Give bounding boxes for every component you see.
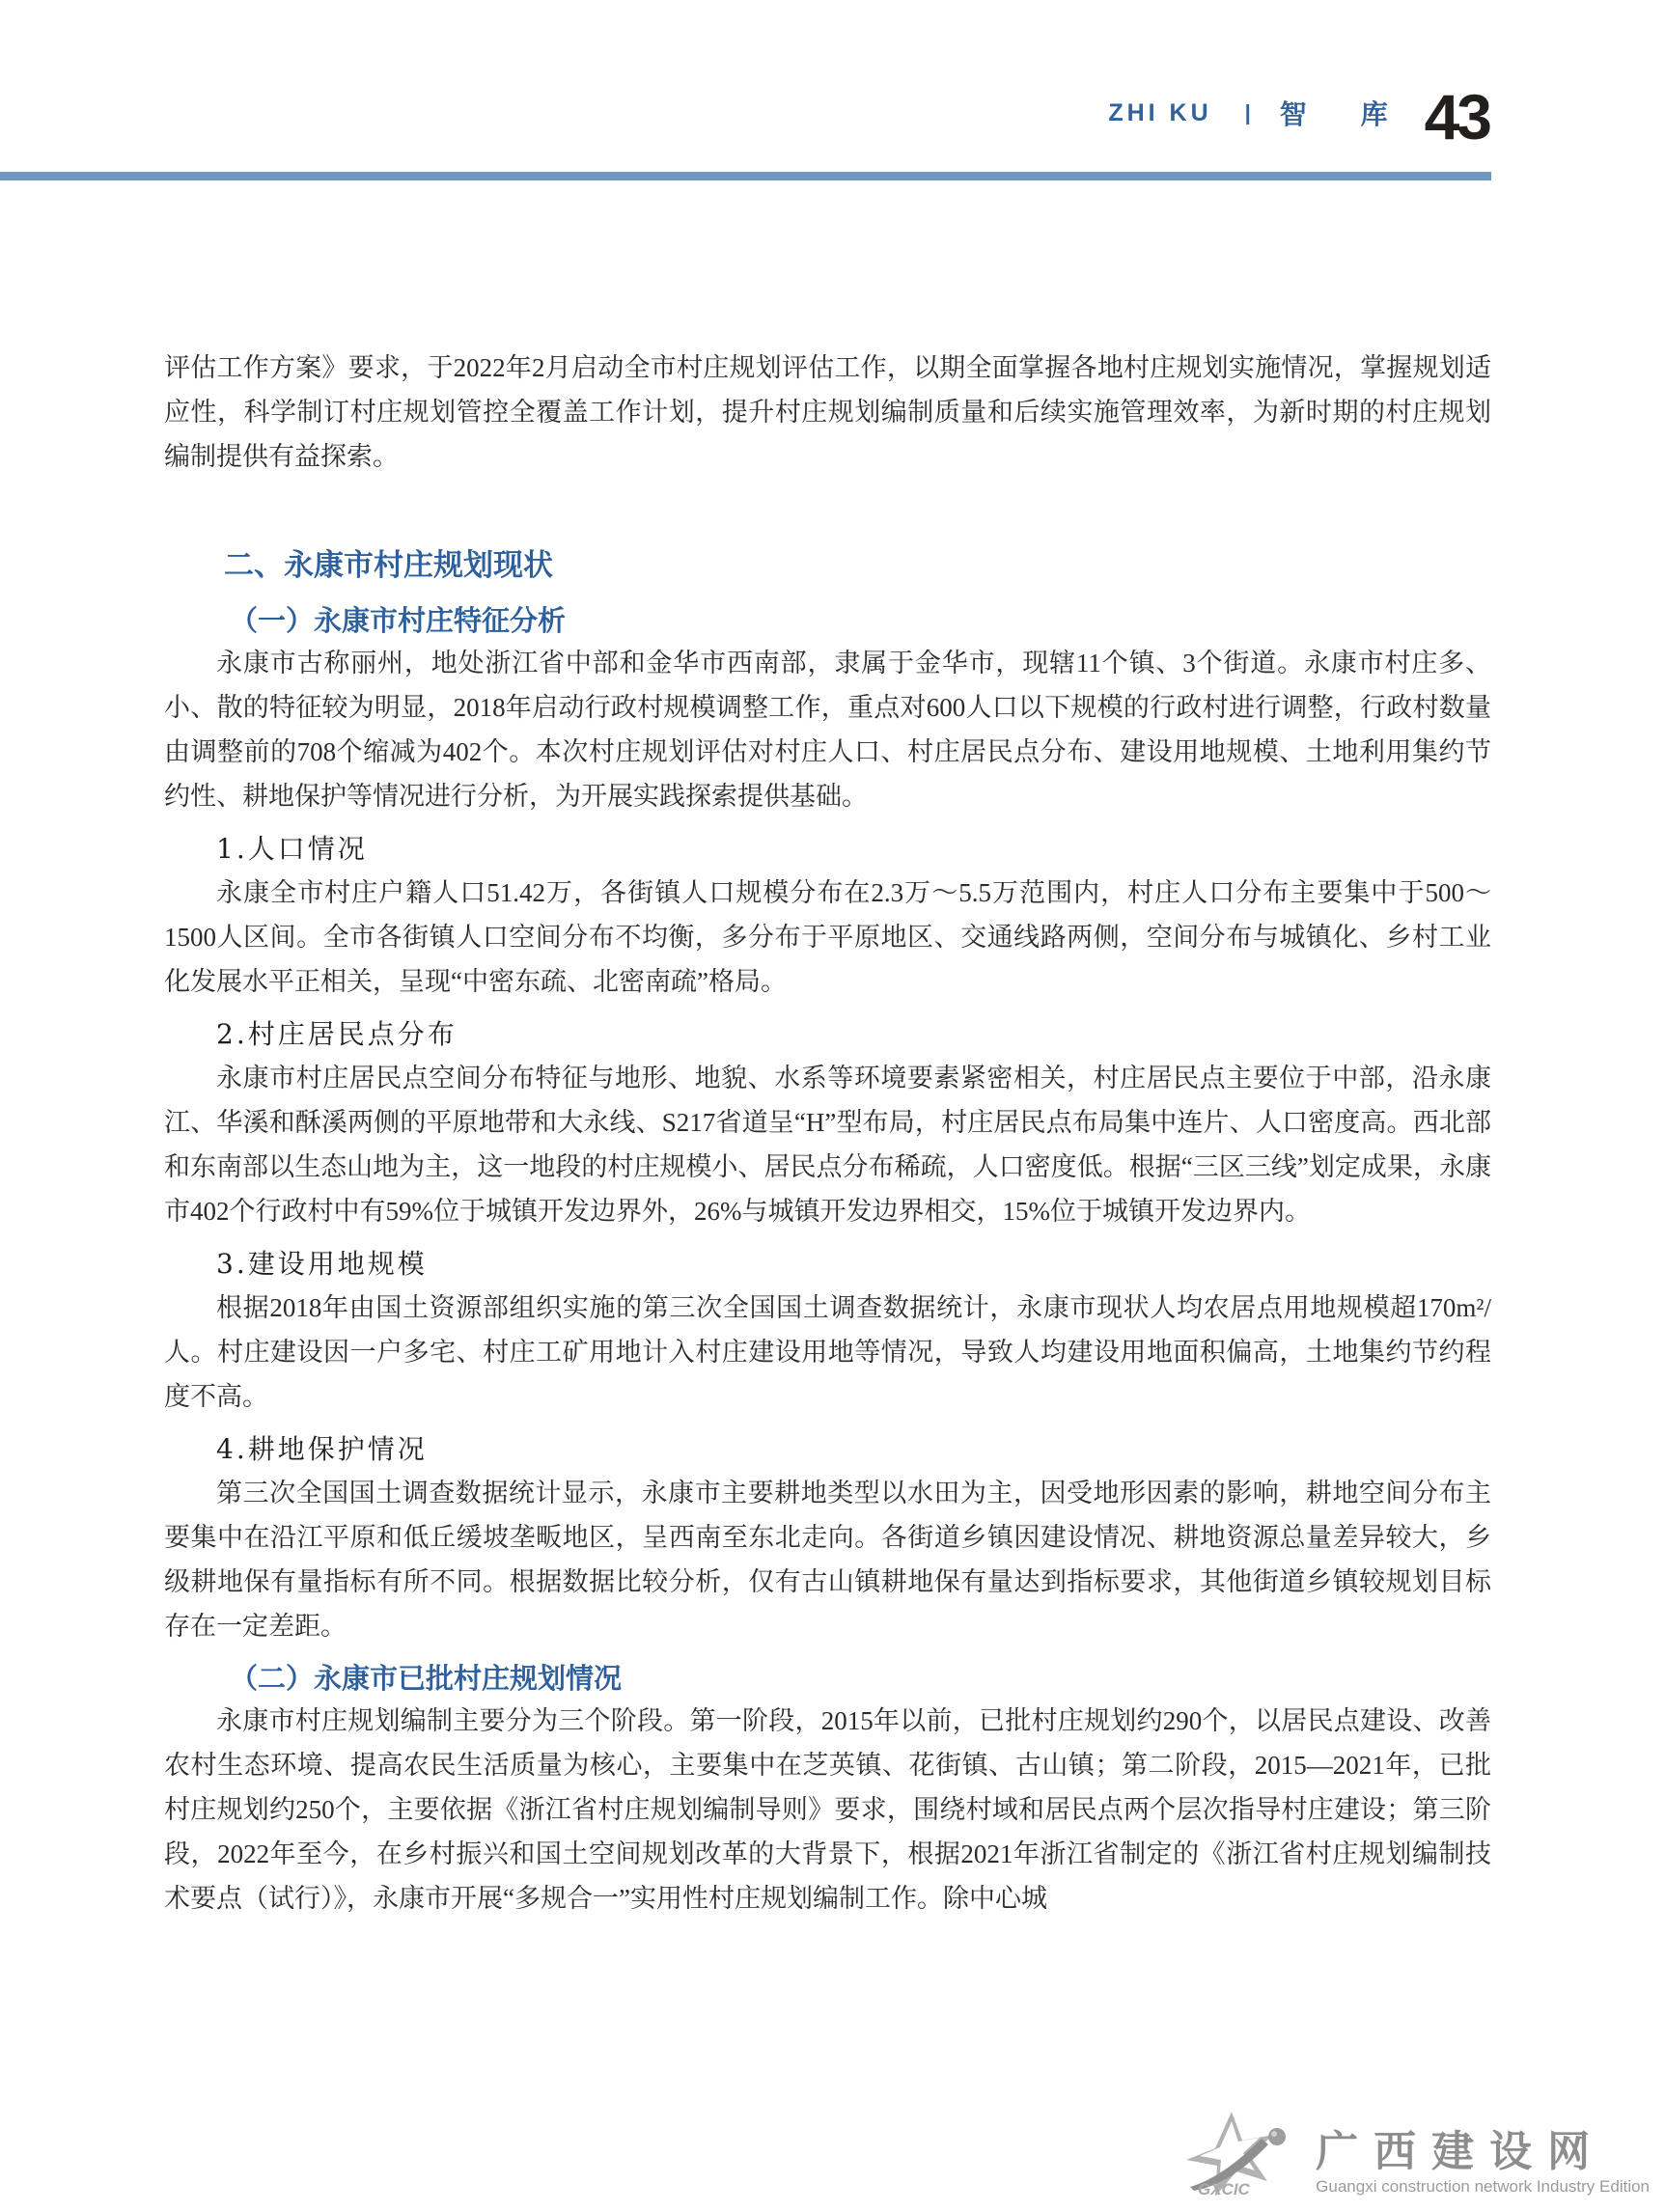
subsection-heading-2: （二）永康市已批村庄规划情况 — [230, 1664, 623, 1695]
article-body — [164, 346, 1491, 1921]
subsection-heading-1: （一）永康市村庄特征分析 — [230, 606, 567, 637]
paragraph-approved-plans: 永康市村庄规划编制主要分为三个阶段。第一阶段，2015年以前，已批村庄规划约290个，以居民点建设、改善农村生态环境、提高农民生活质量为核心，主要集中在芝英镇、花街镇、古山镇；第二阶段，2015—2021年，已批村庄规划约250个，主要依据《浙江省村庄规划编制导则》要求，围绕村域和居民点两个层次指导村庄建设；第三阶段，2022年至今，在乡村振兴和国土空间规划改革的大背景下，根据2021年浙江省制定的《浙江省村庄规划编制技术要点（试行）》，永康市开展“多规合一”实用性村庄规划编制工作。除中心城 — [164, 1706, 1491, 1913]
page-header — [1108, 81, 1489, 152]
gxcic-star-icon — [1177, 2110, 1302, 2198]
footer-site-tagline: Guangxi construction network Industry Edition — [1316, 2177, 1650, 2196]
item-heading-farmland: 4.耕地保护情况 — [216, 1433, 428, 1465]
paragraph-intro: 评估工作方案》要求，于2022年2月启动全市村庄规划评估工作，以期全面掌握各地村庄规划实施情况，掌握规划适应性，科学制订村庄规划管控全覆盖工作计划，提升村庄规划编制质量和后续实施管理效率，为新时期的村庄规划编制提供有益探索。 — [164, 353, 1491, 471]
journal-name-pinyin: ZHI KU — [1108, 98, 1212, 126]
paragraph-village-features: 永康市古称丽州，地处浙江省中部和金华市西南部，隶属于金华市，现辖11个镇、3个街道。永康市村庄多、小、散的特征较为明显，2018年启动行政村规模调整工作，重点对600人口以下规模的行政村进行调整，行政村数量由调整前的708个缩减为402个。本次村庄规划评估对村庄人口、村庄居民点分布、建设用地规模、土地利用集约节约性、耕地保护等情况进行分析，为开展实践探索提供基础。 — [164, 649, 1491, 811]
gxcic-acronym: GXCIC — [1198, 2180, 1250, 2198]
header-separator: | — [1244, 100, 1251, 124]
section-heading: 二、永康市村庄规划现状 — [224, 548, 553, 582]
journal-name-cn: 智 库 — [1279, 99, 1411, 129]
paragraph-construction-land: 根据2018年由国土资源部组织实施的第三次全国国土调查数据统计，永康市现状人均农居点用地规模超170m²/人。村庄建设因一户多宅、村庄工矿用地计入村庄建设用地等情况，导致人均建设用地面积偏高，土地集约节约程度不高。 — [164, 1293, 1491, 1411]
footer-site-name: 广西建设网 — [1316, 2128, 1606, 2175]
header-rule — [0, 172, 1491, 180]
paragraph-settlements: 永康市村庄居民点空间分布特征与地形、地貌、水系等环境要素紧密相关，村庄居民点主要位于中部，沿永康江、华溪和酥溪两侧的平原地带和大永线、S217省道呈“H”型布局，村庄居民点布局集中连片、人口密度高。西北部和东南部以生态山地为主，这一地段的村庄规模小、居民点分布稀疏，人口密度低。根据“三区三线”划定成果，永康市402个行政村中有59%位于城镇开发边界外，26%与城镇开发边界相交，15%位于城镇开发边界内。 — [164, 1064, 1491, 1226]
item-heading-population: 1.人口情况 — [216, 833, 368, 865]
item-heading-construction-land: 3.建设用地规模 — [216, 1248, 428, 1280]
item-heading-settlements: 2.村庄居民点分布 — [216, 1018, 458, 1050]
footer-logo — [1177, 2110, 1650, 2198]
paragraph-population: 永康全市村庄户籍人口51.42万，各街镇人口规模分布在2.3万～5.5万范围内，村庄人口分布主要集中于500～1500人区间。全市各街镇人口空间分布不均衡，多分布于平原地区、交通线路两侧，空间分布与城镇化、乡村工业化发展水平正相关，呈现“中密东疏、北密南疏”格局。 — [164, 878, 1491, 996]
page-number: 43 — [1424, 81, 1489, 152]
footer-logo-text — [1316, 2129, 1650, 2198]
paragraph-farmland: 第三次全国国土调查数据统计显示，永康市主要耕地类型以水田为主，因受地形因素的影响，耕地空间分布主要集中在沿江平原和低丘缓坡垄畈地区，呈西南至东北走向。各街道乡镇因建设情况、耕地资源总量差异较大，乡级耕地保有量指标有所不同。根据数据比较分析，仅有古山镇耕地保有量达到指标要求，其他街道乡镇较规划目标存在一定差距。 — [164, 1479, 1491, 1641]
